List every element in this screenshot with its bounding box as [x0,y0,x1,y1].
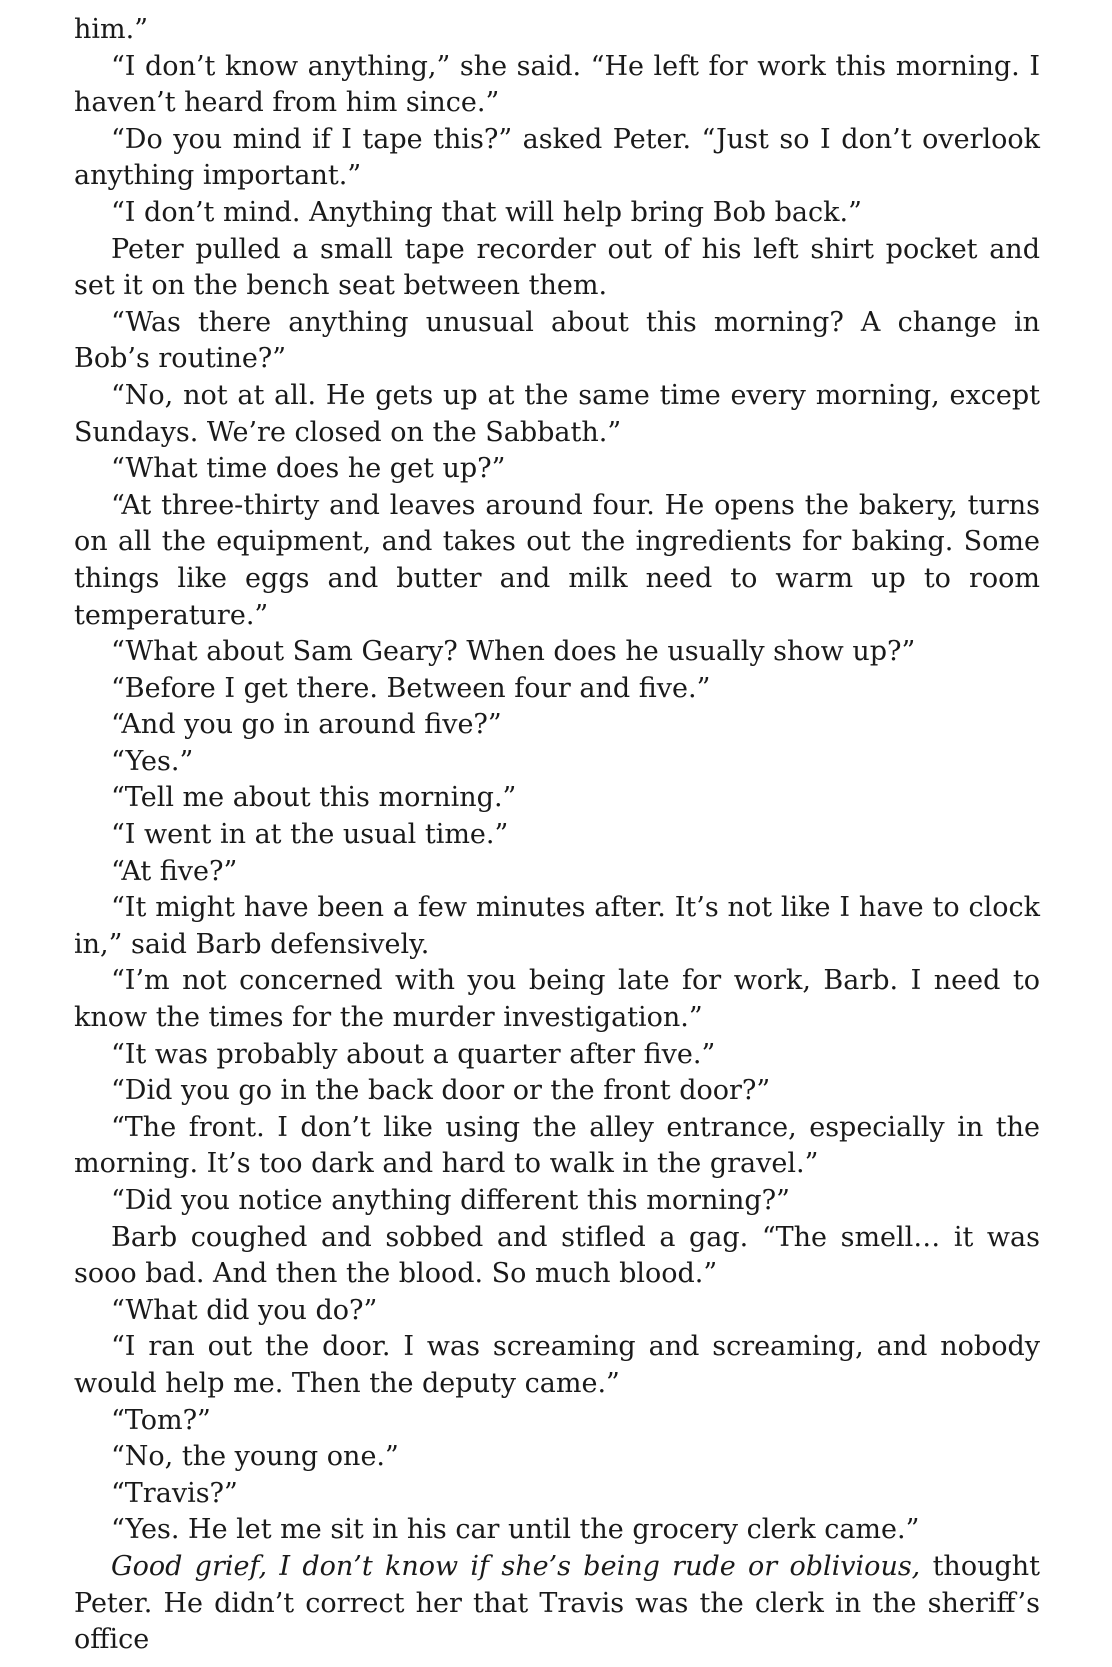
paragraph [74,1549,1040,1659]
paragraph: Peter pulled a small tape recorder out of his left shirt pocket and set it on the bench seat between them. [74,233,1040,302]
paragraph: “And you go in around five?” [111,709,502,741]
paragraph: “Tom?” [111,1404,211,1436]
paragraph: “The front. I don’t like using the alley entrance, especially in the morning. It’s too dark and hard to walk in the gravel.” [74,1111,1040,1180]
paragraph: “It was probably about a quarter after five.” [111,1038,716,1070]
paragraph: “Did you notice anything different this morning?” [111,1185,790,1216]
paragraph: “What did you do?” [111,1294,378,1326]
paragraph: “At three-thirty and leaves around four. He opens the bakery, turns on all the equipment, and takes out the ingredients for baking. Some things like eggs and butter and milk need to warm up to room temperature.” [74,489,1040,631]
paragraph: “Yes.” [111,745,194,777]
paragraph: “Before I get there. Between four and five.” [111,672,711,704]
paragraph: “Travis?” [111,1477,238,1509]
paragraph: “I ran out the door. I was screaming and screaming, and nobody would help me. Then the deputy came.” [74,1331,1040,1399]
paragraph: him.” [74,14,149,45]
paragraph: Barb coughed and sobbed and stifled a gag. “The smell… it was sooo bad. And then the blood. So much blood.” [74,1221,1040,1290]
paragraph: “Did you go in the back door or the front door?” [111,1075,771,1107]
paragraph: “Was there anything unusual about this morning? A change in Bob’s routine?” [74,306,1040,375]
paragraph: “What about Sam Geary? When does he usually show up?” [111,636,916,668]
paragraph: “Do you mind if I tape this?” asked Peter. “Just so I don’t overlook anything important.” [74,123,1040,192]
paragraph: “What time does he get up?” [111,453,506,485]
paragraph: “No, the young one.” [111,1441,399,1473]
paragraph: “I don’t know anything,” she said. “He left for work this morning. I haven’t heard from him since.” [74,50,1040,119]
paragraph: “At five?” [111,855,238,887]
book-page [74,12,1040,1659]
paragraph: “I went in at the usual time.” [111,819,509,851]
paragraph: “I’m not concerned with you being late for work, Barb. I need to know the times for the murder investigation.” [74,965,1040,1034]
paragraph: “Tell me about this morning.” [111,782,517,814]
paragraph-text: thought Peter. He didn’t correct her that Travis was the clerk in the sheriff’s office [74,1550,1040,1656]
paragraph: “It might have been a few minutes after. It’s not like I have to clock in,” said Barb defensively. [74,892,1040,960]
paragraph: “I don’t mind. Anything that will help bring Bob back.” [111,196,862,228]
paragraph: “Yes. He let me sit in his car until the grocery clerk came.” [111,1514,920,1546]
italic-thought: Good grief, I don’t know if she’s being rude or oblivious, [111,1550,921,1582]
paragraph: “No, not at all. He gets up at the same time every morning, except Sundays. We’re closed on the Sabbath.” [74,379,1040,448]
